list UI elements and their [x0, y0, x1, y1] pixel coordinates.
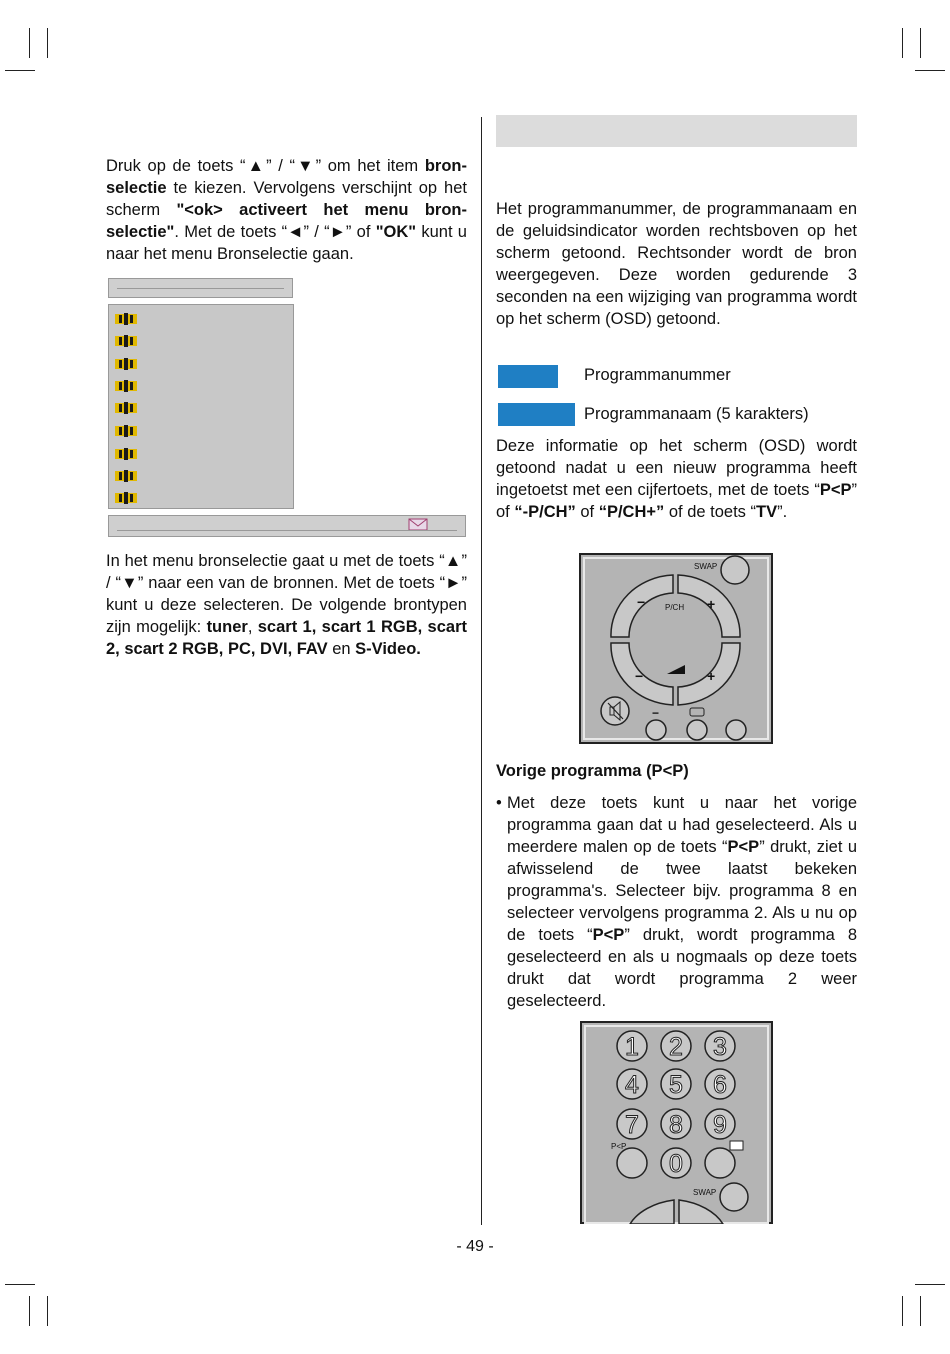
body-text: en: [327, 640, 356, 658]
remote-button: [687, 720, 707, 740]
body-text: In het menu bronselectie gaat u met de toets “▲” / “▼” naar een van de bronnen. Met de toets “►” kunt u deze selecteren. De volgende brontypen zijn mogelijk:: [106, 552, 467, 636]
info-bold: TV: [756, 503, 778, 521]
info-bold: “P/CH+”: [598, 503, 665, 521]
intro-text: kunt u naar het menu Bronselectie gaan.: [106, 223, 467, 263]
source-menu-footer: [108, 515, 466, 537]
intro-bold: "<ok> activeert het menu bron-selectie": [106, 201, 467, 241]
intro-text: . Met de toets “◄” / “►” of: [174, 223, 376, 241]
source-menu-list: [108, 304, 294, 509]
legend-label-number: Programmanummer: [584, 366, 731, 384]
key-5-label: 5: [669, 1071, 683, 1099]
page-number: - 49 -: [456, 1238, 494, 1255]
source-menu-title-bar: [108, 278, 293, 298]
body-text: ,: [247, 618, 258, 636]
volume-minus-label: −: [635, 668, 644, 684]
volume-plus-label: +: [707, 668, 716, 684]
envelope-icon: [408, 518, 428, 531]
legend-swatch-name: [498, 403, 575, 426]
remote-keypad-illustration: [580, 1021, 773, 1224]
body-bold: tuner: [206, 618, 248, 636]
minus-small-label: −: [652, 706, 660, 720]
pch-plus-label: +: [707, 596, 716, 612]
bullet-text: ” drukt, wordt programma 8 geselecteerd en als u nogmaals op deze toets drukt dat wordt programma 2 weer geselecteerd.: [507, 926, 858, 1010]
key-4-label: 4: [625, 1071, 639, 1099]
bullet-symbol: •: [496, 794, 502, 812]
key-3-label: 3: [713, 1033, 727, 1061]
swap-small-icon: [730, 1141, 743, 1150]
key-9-label: 9: [713, 1111, 727, 1139]
source-icon: [115, 469, 137, 483]
swap-button: [720, 1183, 748, 1211]
key-2-label: 2: [669, 1033, 683, 1061]
info-text: ” of: [496, 481, 857, 521]
info-bold: “-P/CH”: [514, 503, 576, 521]
info-text: ”.: [777, 503, 788, 521]
section-header-bar: [496, 115, 857, 147]
osd-paragraph: Het programmanummer, de programmanaam en de geluidsindicator worden rechtsboven op het scherm getoond. Rechtsonder wordt de bron weergegeven. Deze worden gedurende 3 seconden na een wijziging van programma wordt op het scherm (OSD) getoond.: [496, 200, 857, 328]
source-icon: [115, 401, 137, 415]
swap-select-button: [705, 1148, 735, 1178]
key-6-label: 6: [713, 1071, 727, 1099]
info-text: of de toets “: [664, 503, 756, 521]
remote-button: [726, 720, 746, 740]
bullet-text: Met deze toets kunt u naar het vorige programma gaan dat u had geselecteerd. Als u meerdere malen op de toets “: [507, 794, 857, 856]
pp-label: P<P: [611, 1142, 627, 1151]
source-icon: [115, 424, 137, 438]
key-8-label: 8: [669, 1111, 683, 1139]
body-paragraph: [106, 550, 467, 660]
body-bold: scart 1, scart 1 RGB, scart 2, scart 2 RGB, PC, DVI, FAV: [106, 618, 467, 658]
intro-bold: "OK": [375, 223, 417, 241]
bullet-paragraph: [507, 792, 857, 1012]
legend-swatch-number: [498, 365, 558, 388]
legend-label-name: Programmanaam (5 karakters): [584, 405, 809, 423]
intro-text: Druk op de toets “▲” / “▼” om het item: [106, 157, 425, 175]
remote-pch-illustration: [579, 553, 773, 744]
source-icon: [115, 312, 137, 326]
pch-minus-label: −: [637, 594, 646, 610]
swap-label: SWAP: [694, 562, 718, 571]
column-divider: [481, 117, 482, 1225]
remote-button: [646, 720, 666, 740]
key-7-label: 7: [625, 1111, 639, 1139]
info-text: of: [575, 503, 599, 521]
source-icon: [115, 491, 137, 505]
source-icon: [115, 334, 137, 348]
bullet-text: ” drukt, ziet u afwisselend de twee laatst bekeken programma's. Selecteer bijv. programma 8 en selecteer vervolgens programma 2. Als u nu op de toets “: [507, 838, 857, 944]
source-icon: [115, 379, 137, 393]
intro-paragraph: [106, 155, 467, 265]
section-heading: Vorige programma (P<P): [496, 762, 689, 780]
bullet-bold: P<P: [592, 926, 625, 944]
swap-button: [721, 556, 749, 584]
source-icon: [115, 357, 137, 371]
intro-bold: bron-selectie: [106, 157, 467, 197]
bullet-bold: P<P: [727, 838, 760, 856]
intro-text: te kiezen. Vervolgens verschijnt op het scherm: [106, 179, 467, 219]
key-0-label: 0: [669, 1150, 683, 1178]
pp-button: [617, 1148, 647, 1178]
key-1-label: 1: [625, 1033, 639, 1061]
body-bold: S-Video.: [355, 640, 421, 658]
swap-label: SWAP: [693, 1188, 717, 1197]
info-bold: P<P: [819, 481, 852, 499]
source-icon: [115, 447, 137, 461]
pch-label: P/CH: [665, 603, 685, 612]
info-paragraph: [496, 435, 857, 523]
info-text: Deze informatie op het scherm (OSD) wordt getoond nadat u een nieuw programma heeft ingetoetst met een cijfertoets, met de toets “: [496, 437, 857, 499]
